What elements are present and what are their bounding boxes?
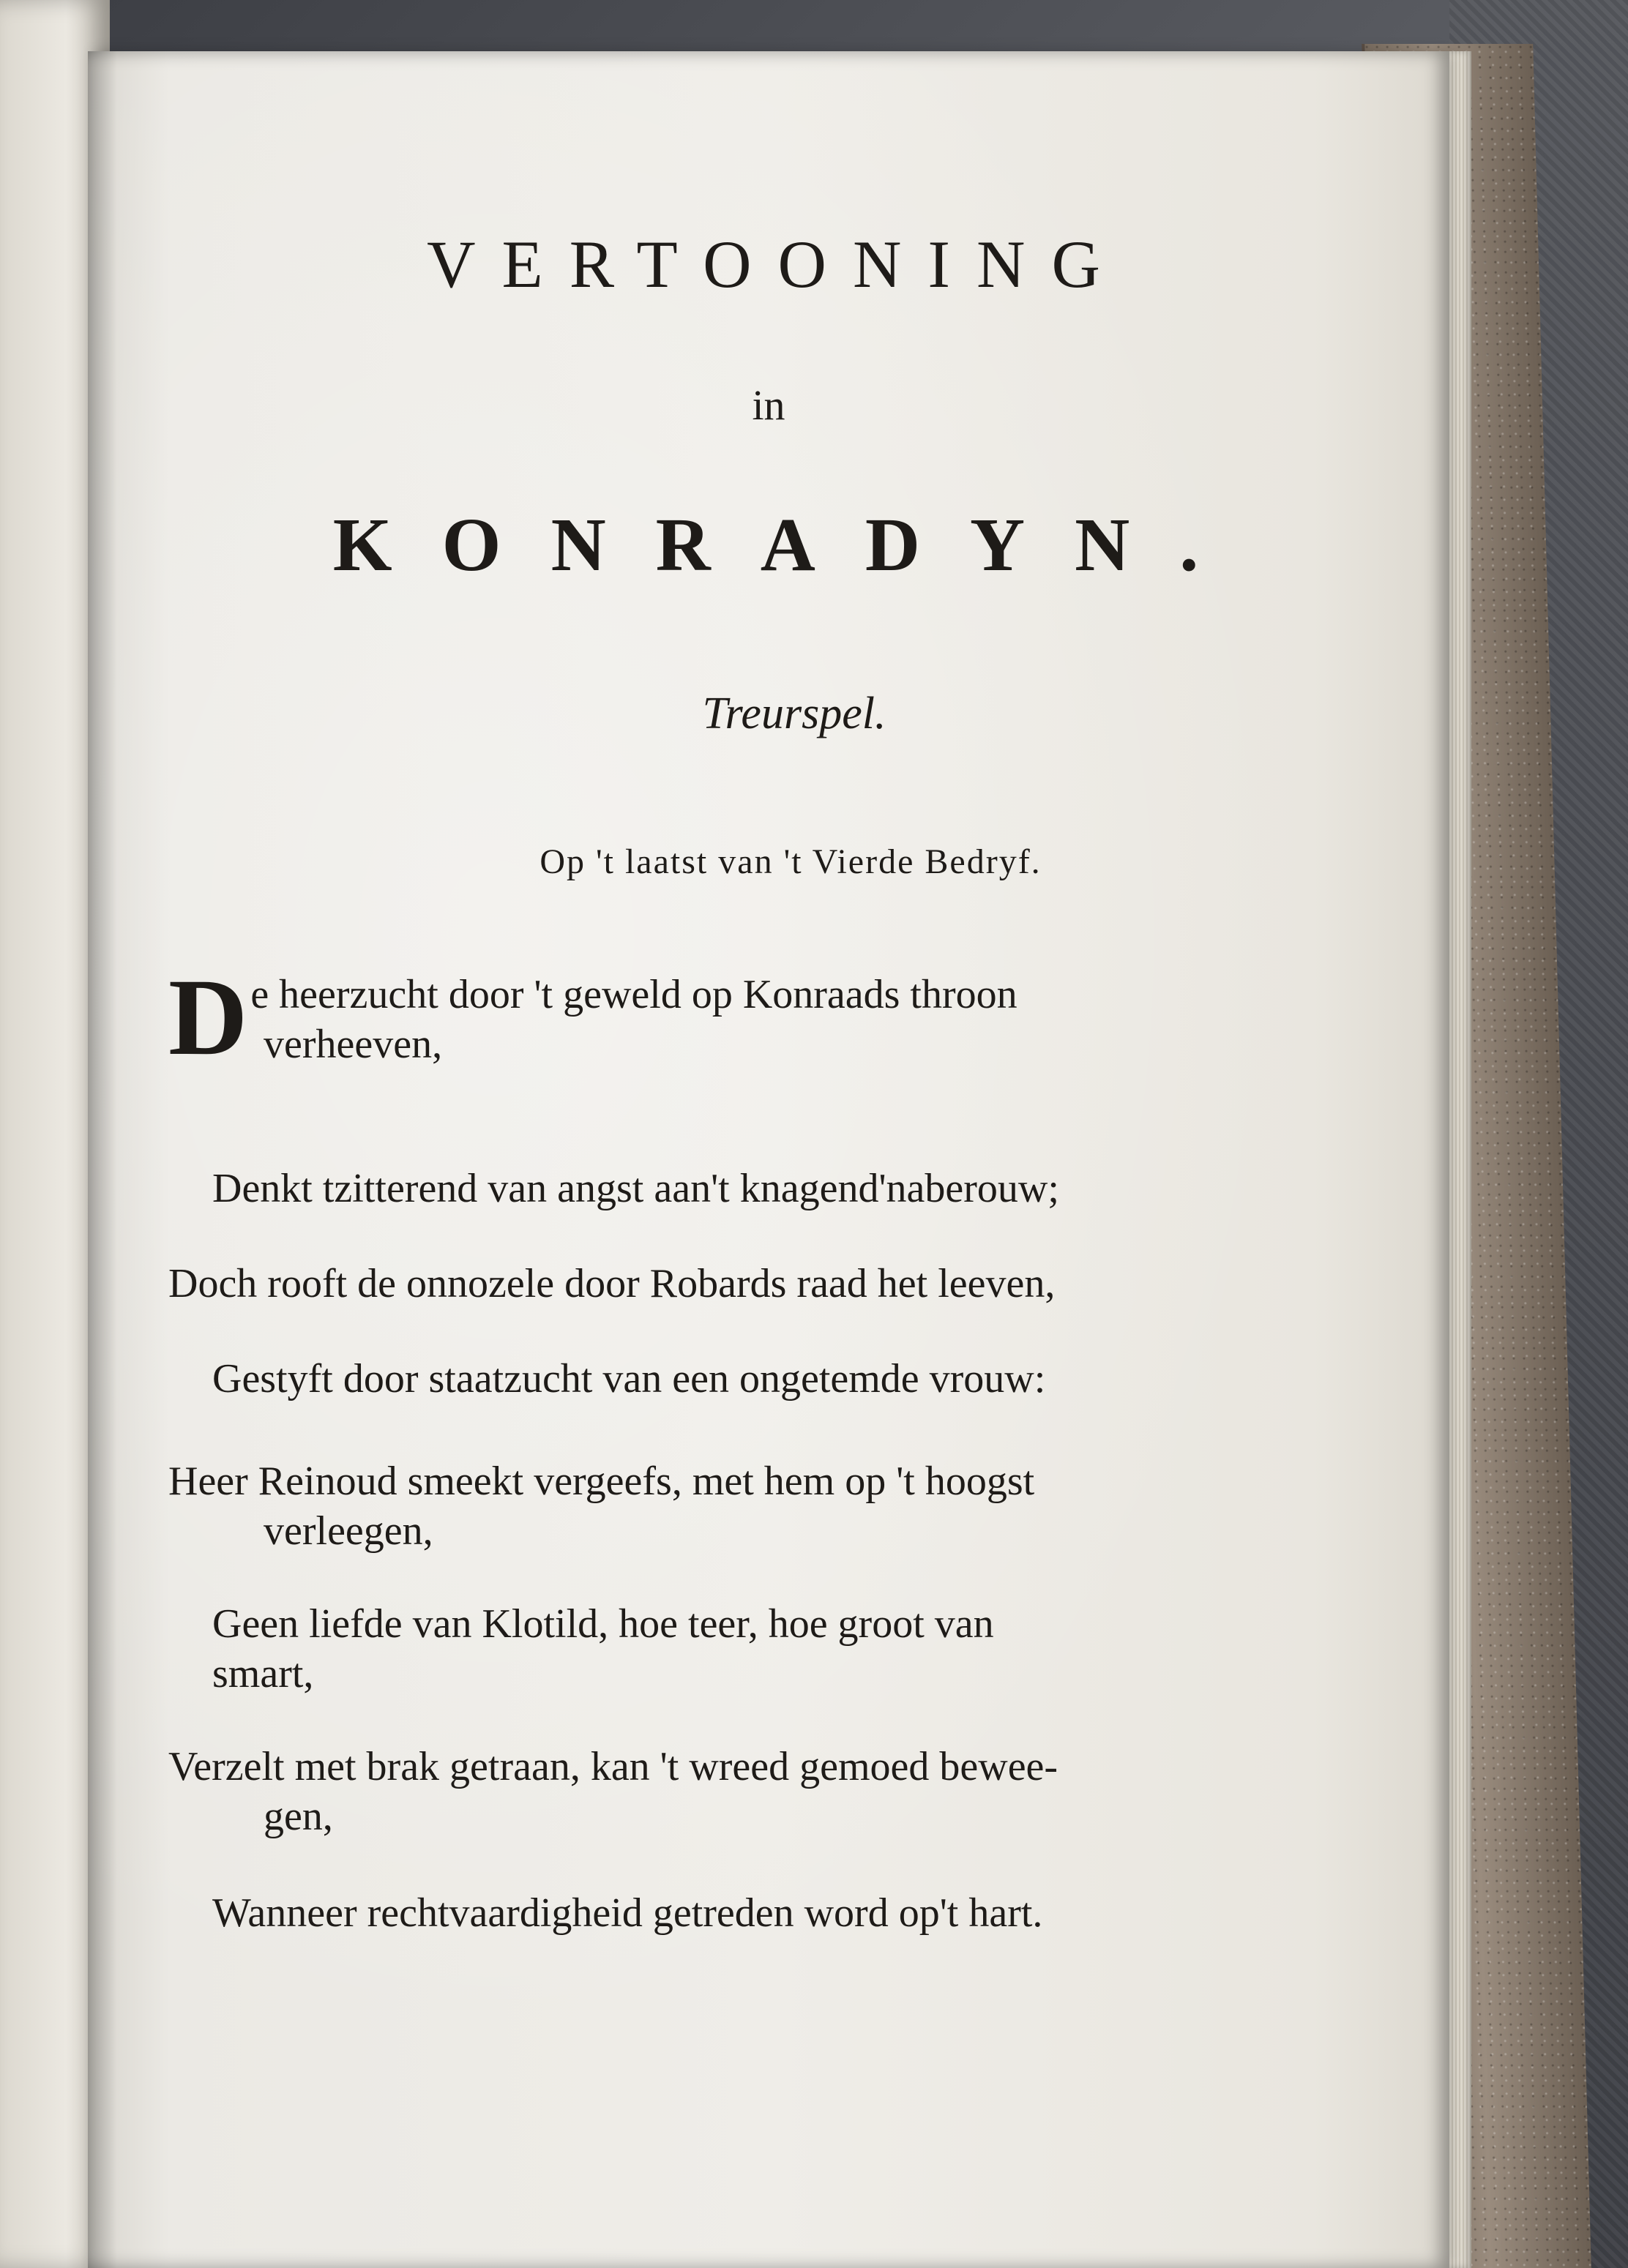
verse-line: [212, 1888, 1042, 1938]
verse-line-wrap: gen,: [264, 1794, 333, 1839]
verse-line-text: Gestyft door staatzucht van een ongetemde vrouw:: [212, 1356, 1046, 1401]
verse-line-text: Denkt tzitterend van angst aan't knagend'naberouw;: [212, 1166, 1059, 1211]
verse-line: [212, 1354, 1045, 1404]
verse-line-text: Heer Reinoud smeekt vergeefs, met hem op 't hoogst: [168, 1459, 1035, 1504]
verse-line: [212, 1599, 994, 1699]
verse-line: [168, 1742, 1058, 1841]
verse-line-text: Doch rooft de onnozele door Robards raad het leeven,: [168, 1261, 1056, 1306]
scene-context: Op 't laatst van 't Vierde Bedryf.: [539, 842, 1042, 881]
verse-line-text: Wanneer rechtvaardigheid getreden word op't hart.: [212, 1890, 1043, 1936]
verse-line: [168, 1259, 1055, 1309]
verse-line: [168, 957, 1398, 1078]
verse-line-wrap: verheeven,: [264, 1022, 443, 1067]
work-title: KONRADYN.: [332, 503, 1249, 587]
genre-label: Treurspel.: [702, 689, 886, 738]
book-page: [88, 51, 1449, 2268]
title-connector: in: [752, 381, 785, 429]
drop-cap: D: [168, 957, 248, 1078]
verse-line-text: Geen liefde van Klotild, hoe teer, hoe groot van: [212, 1601, 994, 1647]
verse-line: [212, 1164, 1059, 1213]
verse-block: [168, 957, 1398, 1936]
page-title: VERTOONING: [427, 227, 1127, 302]
verse-line-wrap: verleegen,: [264, 1508, 433, 1554]
verse-line-wrap: smart,: [212, 1651, 314, 1696]
verse-line-text: e heerzucht door 't geweld op Konraads throon: [250, 972, 1018, 1017]
verse-line: [168, 1456, 1034, 1556]
verse-line-text: Verzelt met brak getraan, kan 't wreed gemoed bewee-: [168, 1744, 1058, 1789]
